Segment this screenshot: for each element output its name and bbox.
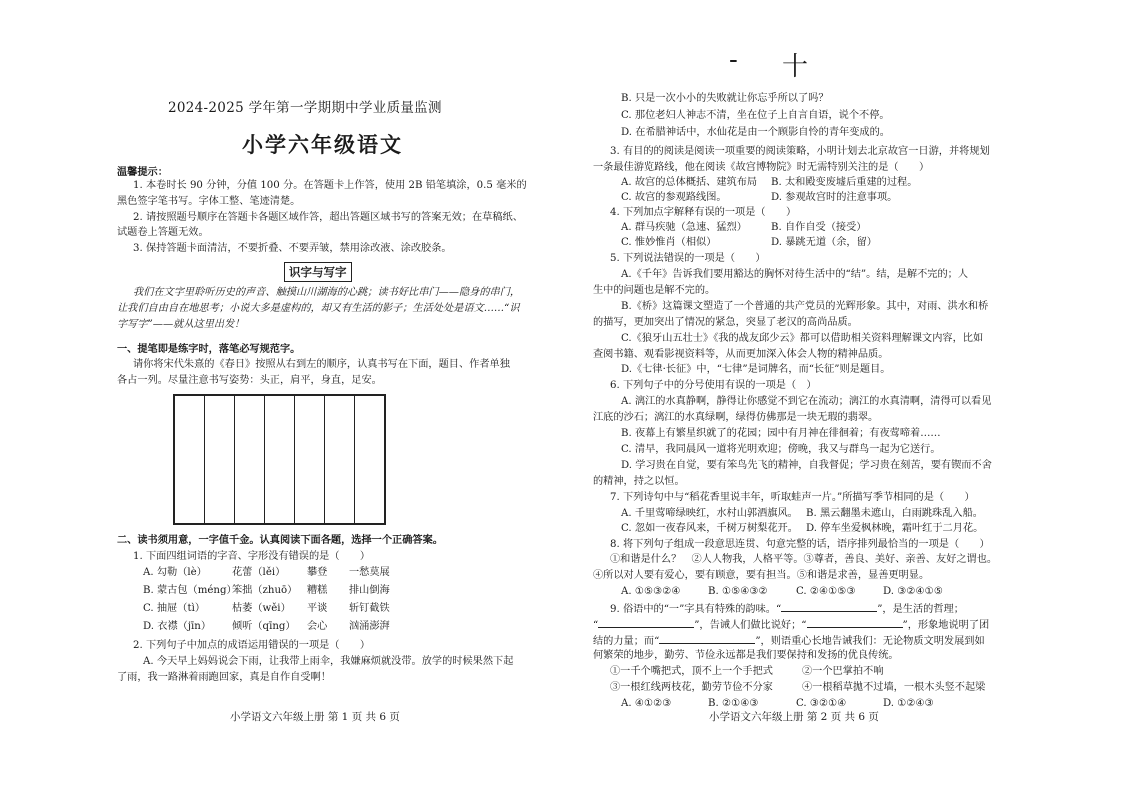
text-line: B. 只是一次小小的失败就让你忘乎所以了吗？ xyxy=(621,93,829,104)
text-line: B.《桥》这篇课文塑造了一个普通的共产党员的光辉形象。其中，对雨、洪水和桥 xyxy=(621,301,989,312)
option-cell: 花蕾（lěi） xyxy=(232,567,286,578)
text-line: 3. 有目的的阅读是阅读一项重要的阅读策略，小明计划去北京故宫一日游，并将规划 xyxy=(610,146,990,157)
text-line: 7. 下列诗句中与“稻花香里说丰年，听取蛙声一片。”所描写季节相同的是（ ） xyxy=(610,492,975,503)
option: A. ④①②③ xyxy=(621,698,672,709)
text-line: 一条最佳游览路线，他在阅读《故宫博物院》时无需特别关注的是（ ） xyxy=(593,162,930,173)
option: A. 千里莺啼绿映红，水村山郭酒旗风。 xyxy=(621,508,798,519)
option-cell: 会心 xyxy=(307,621,328,632)
top-mark: - xyxy=(729,45,738,75)
top-mark: 十 xyxy=(782,52,809,82)
text-line: 5. 下列说法错误的一项是（ ） xyxy=(610,253,766,264)
option-cell: 斩钉截铁 xyxy=(349,603,390,614)
text-line: 江底的沙石；漓江的水真绿啊，绿得仿佛那是一块无瑕的翡翠。 xyxy=(593,412,879,423)
text-line: 查阅书籍、观看影视资料等，从而更加深入体会人物的精神品质。 xyxy=(593,349,889,360)
option-cell: 排山倒海 xyxy=(349,585,390,596)
grid-column[interactable] xyxy=(205,396,235,523)
option-cell: C. 抽屉（tì） xyxy=(143,603,206,614)
text-line: 的描写，更加突出了情况的紧急，突显了老汉的高尚品质。 xyxy=(593,317,858,328)
left-page xyxy=(0,0,540,794)
notice-line: 2. 请按照题号顺序在答题卡各题区域作答，超出答题区域书写的答案无效；在草稿纸、 xyxy=(133,212,523,223)
answer-blank[interactable] xyxy=(659,633,755,644)
choice: ②一个巴掌拍不响 xyxy=(802,666,884,677)
text-line: A.《千年》告诉我们要用豁达的胸怀对待生活中的“结”。结，是解不完的；人 xyxy=(621,269,969,280)
option: B. ①⑤④③② xyxy=(708,586,768,597)
q1-text: 请你将宋代朱熹的《春日》按照从右到左的顺序，认真书写在下面，题目、作者单独 xyxy=(133,359,510,370)
notice-line: 黑色签字笔书写。字体工整、笔迹清楚。 xyxy=(117,196,301,207)
option-cell: 平谈 xyxy=(307,603,328,614)
exam-title: 2024-2025 学年第一学期期中学业质量监测 xyxy=(168,100,442,116)
notice-line: 1. 本卷时长 90 分钟，分值 100 分。在答题卡上作答，使用 2B 铅笔填涂，0.5 毫米的 xyxy=(133,180,527,191)
option-cell: 汹涌澎湃 xyxy=(349,621,390,632)
q2-2-option-a: A. 今天早上妈妈说会下雨，让我带上雨伞，我嫌麻烦就没带。放学的时候果然下起 xyxy=(143,656,514,667)
option-cell: 一愁莫展 xyxy=(349,567,390,578)
q9-line xyxy=(593,633,985,649)
option: C. ③②①④ xyxy=(796,698,847,709)
option: A. 群马疾驰（急速、猛烈） xyxy=(621,222,747,233)
q1-heading: 一、提笔即是练字时，落笔必写规范字。 xyxy=(117,343,301,355)
q9-text: ”，告诫人们做比说好；“ xyxy=(694,620,807,631)
text-line: C.《狼牙山五壮士》《我的战友邱少云》都可以借助相关资料理解课文内容，比如 xyxy=(621,333,984,344)
q9-text: 9. 俗语中的“一”字具有特殊的韵味。“ xyxy=(610,604,782,615)
notice-line: 3. 保持答题卡面清洁，不要折叠、不要弄皱，禁用涂改液、涂改胶条。 xyxy=(133,243,452,254)
option: D. ③②④①⑤ xyxy=(883,586,943,597)
option: A. 故宫的总体概括、建筑布局 xyxy=(621,177,758,188)
q9-line xyxy=(593,617,989,633)
option: C. 惟妙惟肖（相似） xyxy=(621,237,717,248)
answer-blank[interactable] xyxy=(781,601,877,612)
option-cell: B. 蒙古包（méng） xyxy=(143,585,237,596)
text-line: C. 那位老妇人神志不清，坐在位子上自言自语，说个不停。 xyxy=(621,110,890,121)
q9-text: 结的力量；而“ xyxy=(593,636,660,647)
text-line: 6. 下列句子中的分号使用有误的一项是（ ） xyxy=(610,380,817,391)
grid-column[interactable] xyxy=(175,396,205,523)
page-footer: 小学语文六年级上册 第 1 页 共 6 页 xyxy=(230,711,400,723)
option-cell: 攀登 xyxy=(307,567,328,578)
option: A. ①⑤③②④ xyxy=(621,586,681,597)
notice-line: 试题卷上答题无效。 xyxy=(117,227,209,238)
option: D. 参观故宫时的注意事项。 xyxy=(771,192,898,203)
q9-text: ”，是生活的哲理； xyxy=(877,604,964,615)
grid-column[interactable] xyxy=(295,396,325,523)
option-cell: A. 勾勒（lè） xyxy=(143,567,207,578)
section-label: 识字与写字 xyxy=(284,262,352,282)
page-footer: 小学语文六年级上册 第 2 页 共 6 页 xyxy=(709,711,879,723)
q9-text: “ xyxy=(593,620,599,631)
q9-text: ”，形象地说明了团 xyxy=(902,620,990,631)
option-cell: 笨拙（zhuō） xyxy=(232,585,298,596)
option-cell: 倾听（qīng） xyxy=(232,621,296,632)
text-line: ①和谐是什么？ ②人人物我，人格平等。③尊者，善良、美好、亲善、友好之谓也。 xyxy=(610,554,998,565)
option: B. 黑云翻墨未遮山，白雨跳珠乱入船。 xyxy=(806,508,983,519)
answer-blank[interactable] xyxy=(807,617,903,628)
grid-column[interactable] xyxy=(235,396,265,523)
option: D. ①②④③ xyxy=(883,698,934,709)
q9-text: ”，则语重心长地告诫我们：无论物质文明发展到如 xyxy=(755,636,985,647)
option: B. 自作自受（接受） xyxy=(771,222,867,233)
text-line: D. 在希腊神话中，水仙花是由一个顾影自怜的青年变成的。 xyxy=(621,127,890,138)
text-line: C. 清早，我同晨风一道将光明欢迎；傍晚，我又与群鸟一起为它送行。 xyxy=(621,444,941,455)
text-line: A. 漓江的水真静啊，静得让你感觉不到它在流动；漓江的水真清啊，清得可以看见 xyxy=(621,396,992,407)
intro-line: 让我们自由自在地思考；小说大多是虚构的，却又有生活的影子；生活处处是语文……“识 xyxy=(117,303,520,314)
right-page xyxy=(563,0,1103,794)
option: C. 故宫的参观路线图。 xyxy=(621,192,727,203)
option: B. ②①④③ xyxy=(708,698,759,709)
text-line: 4. 下列加点字解释有误的一项是（ ） xyxy=(610,207,797,218)
grid-column[interactable] xyxy=(265,396,295,523)
intro-line: 字写字”——就从这里出发！ xyxy=(117,319,245,330)
option-cell: D. 衣襟（jīn） xyxy=(143,621,212,632)
option: C. 忽如一夜春风来，千树万树梨花开。 xyxy=(621,523,798,534)
q2-2-stem: 2. 下列句子中加点的成语运用错误的一项是（ ） xyxy=(133,640,371,651)
text-line: D.《七律·长征》中，“七律”是词牌名，而“长征”则是题目。 xyxy=(621,364,891,375)
writing-grid[interactable] xyxy=(173,394,386,525)
option-cell: 糟糕 xyxy=(307,585,328,596)
text-line: 何繁荣的地步，勤劳、节俭永远都是我们要保持和发扬的优良传统。 xyxy=(593,650,899,661)
text-line: D. 学习贵在自觉，要有笨鸟先飞的精神，自我督促；学习贵在刻苦，要有锲而不舍 xyxy=(621,460,992,471)
q2-heading: 二、读书须用意，一字值千金。认真阅读下面各题，选择一个正确答案。 xyxy=(117,534,443,546)
option: B. 太和殿变废墟后重建的过程。 xyxy=(771,177,918,188)
intro-line: 我们在文字里聆听历史的声音、触摸山川湖海的心跳；读书好比串门——隐身的串门， xyxy=(133,287,521,298)
q1-text: 各占一列。尽量注意书写姿势：头正，肩平，身直，足安。 xyxy=(117,375,382,386)
q2-2-option-a: 了雨，我一路淋着雨跑回家，真是自作自受啊！ xyxy=(117,672,331,683)
option: D. 暴跳无道（余，留） xyxy=(771,237,877,248)
grid-column[interactable] xyxy=(355,396,384,523)
choice: ①一千个嘴把式，顶不上一个手把式 xyxy=(610,666,773,677)
option-cell: 枯萎（wěi） xyxy=(232,603,291,614)
choice: ③一根红线两枝花，勤劳节俭不分家 xyxy=(610,682,773,693)
grid-column[interactable] xyxy=(325,396,355,523)
text-line: 的精神，持之以恒。 xyxy=(593,476,685,487)
option: C. ②④①⑤③ xyxy=(796,586,856,597)
text-line: B. 夜幕上有繁星织就了的花园；园中有月神在徘徊着；有夜莺啼着…… xyxy=(621,428,941,439)
text-line: 8. 将下列句子组成一段意思连贯、句意完整的话，语序排列最恰当的一项是（ ） xyxy=(610,539,990,550)
q2-1-stem: 1. 下面四组词语的字音、字形没有错误的是（ ） xyxy=(133,551,371,562)
answer-blank[interactable] xyxy=(598,617,694,628)
option: D. 停车坐爱枫林晚，霜叶红于二月花。 xyxy=(806,523,984,534)
text-line: 生中的问题也是解不完的。 xyxy=(593,285,716,296)
notice-heading: 温馨提示： xyxy=(117,166,168,178)
q9-line xyxy=(610,601,964,617)
subject-title: 小学六年级语文 xyxy=(242,132,403,157)
text-line: ④所以对人要有爱心，要有顾意，要有担当。⑤和谐是求善，显善更明显。 xyxy=(593,570,930,581)
choice: ④一根稻草拋不过墙，一根木头竖不起梁 xyxy=(802,682,986,693)
